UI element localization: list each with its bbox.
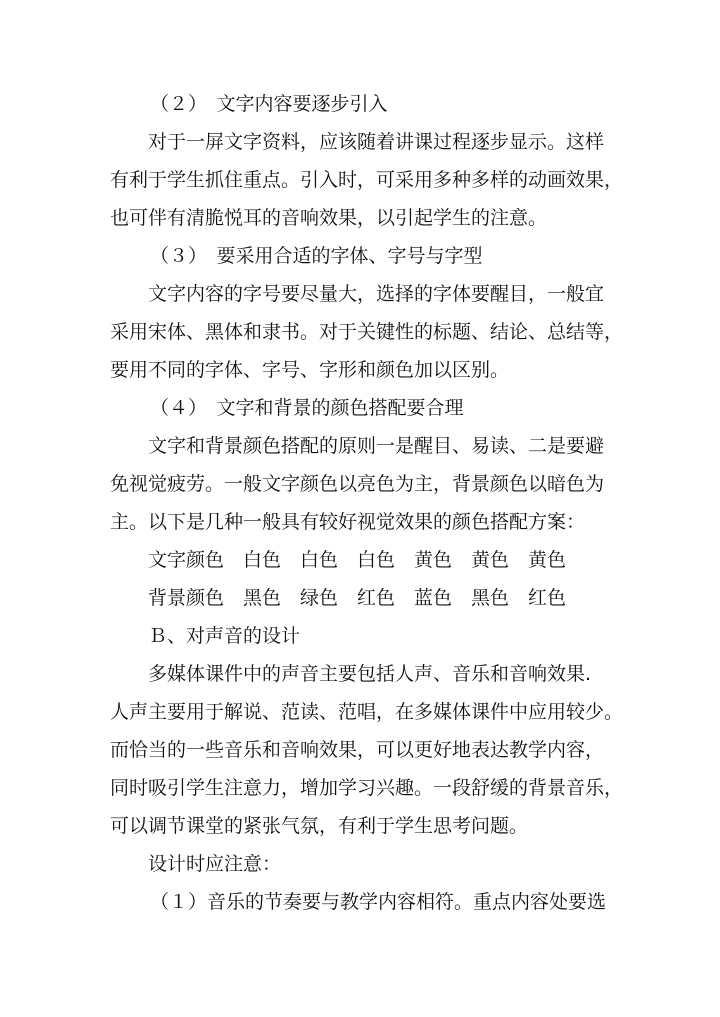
paragraph-line: 多媒体课件中的声音主要包括人声、音乐和音响效果. — [148, 663, 592, 685]
section-heading-3: （３） 要采用合适的字体、字号与字型 — [150, 245, 483, 267]
paragraph-line: 也可伴有清脆悦耳的音响效果，以引起学生的注意。 — [110, 207, 548, 229]
paragraph-line: 要用不同的字体、字号、字形和颜色加以区别。 — [110, 359, 510, 381]
section-heading-b: Ｂ、对声音的设计 — [148, 625, 301, 647]
paragraph-line: 对于一屏文字资料，应该随着讲课过程逐步显示。这样 — [148, 131, 605, 153]
paragraph-line: 文字和背景颜色搭配的原则一是醒目、易读、二是要避 — [148, 435, 605, 457]
color-scheme-text-row: 文字颜色 白色 白色 白色 黄色 黄色 黄色 — [148, 549, 567, 571]
color-scheme-background-row: 背景颜色 黑色 绿色 红色 蓝色 黑色 红色 — [148, 587, 567, 609]
list-item-1: （１）音乐的节奏要与教学内容相符。重点内容处要选 — [150, 891, 607, 913]
paragraph-line: 采用宋体、黑体和隶书。对于关键性的标题、结论、总结等， — [110, 321, 624, 343]
section-heading-2: （２） 文字内容要逐步引入 — [150, 93, 388, 115]
paragraph-line: 文字内容的字号要尽量大，选择的字体要醒目，一般宜 — [148, 283, 605, 305]
paragraph-line: 而恰当的一些音乐和音响效果，可以更好地表达教学内容， — [110, 739, 605, 761]
section-heading-4: （４） 文字和背景的颜色搭配要合理 — [150, 397, 464, 419]
paragraph-line: 设计时应注意： — [148, 853, 282, 875]
paragraph-line: 同时吸引学生注意力，增加学习兴趣。一段舒缓的背景音乐， — [110, 777, 624, 799]
paragraph-line: 可以调节课堂的紧张气氛，有利于学生思考问题。 — [110, 815, 529, 837]
paragraph-line: 免视觉疲劳。一般文字颜色以亮色为主，背景颜色以暗色为 — [110, 473, 605, 495]
paragraph-line: 有利于学生抓住重点。引入时，可采用多种多样的动画效果， — [110, 169, 624, 191]
paragraph-line: 主。以下是几种一般具有较好视觉效果的颜色搭配方案： — [110, 511, 586, 533]
paragraph-line: 人声主要用于解说、范读、范唱，在多媒体课件中应用较少。 — [110, 701, 624, 723]
